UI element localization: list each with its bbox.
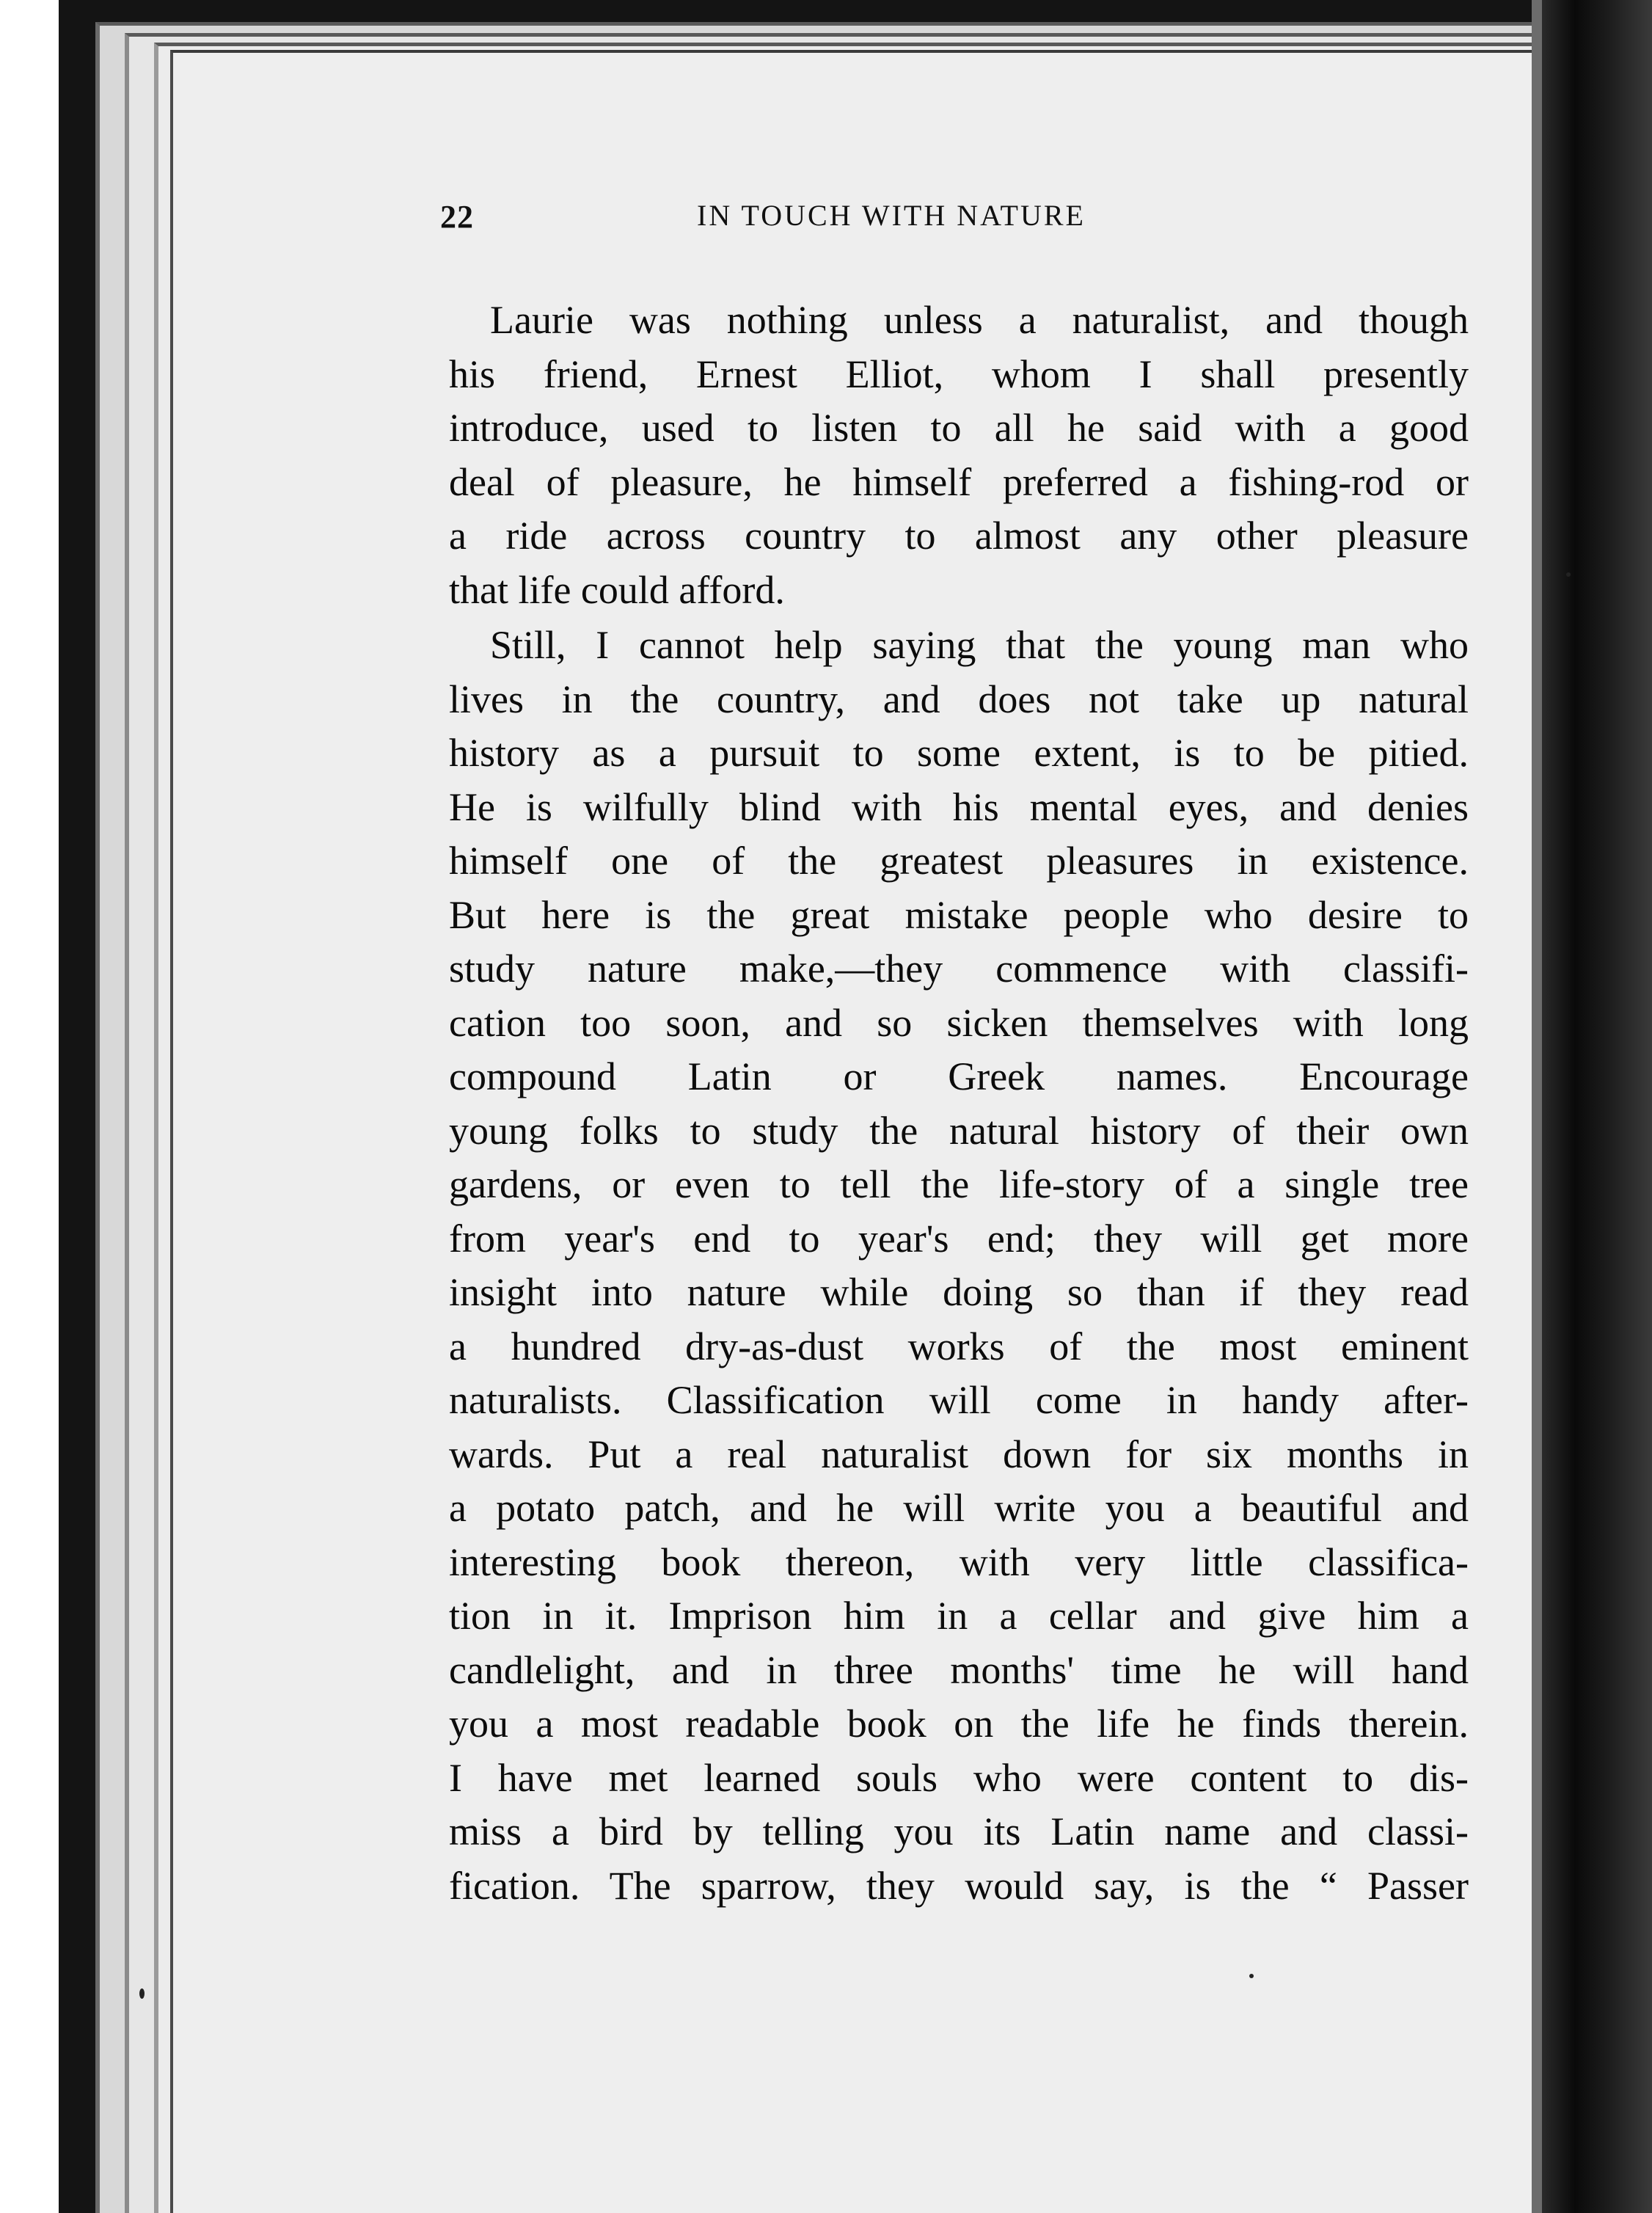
text-line: gardens, or even to tell the life-story of a single tree [449, 1162, 1469, 1206]
scan-speck [1566, 572, 1571, 577]
text-line: But here is the great mistake people who desire to [449, 892, 1469, 937]
text-line: I have met learned souls who were content to dis- [449, 1755, 1469, 1800]
text-line: his friend, Ernest Elliot, whom I shall presently [449, 351, 1469, 396]
text-line: a ride across country to almost any other pleasure [449, 514, 1469, 558]
running-title: IN TOUCH WITH NATURE [697, 199, 1086, 232]
text-line: you a most readable book on the life he finds therein. [449, 1702, 1469, 1746]
running-head [440, 198, 1467, 249]
page-number: 22 [440, 199, 474, 235]
text-line: lives in the country, and does not take up natural [449, 677, 1469, 721]
text-line: compound Latin or Greek names. Encourage [449, 1054, 1469, 1098]
scan-speck [139, 1988, 145, 1999]
scan-speck [1249, 1974, 1254, 1978]
text-line: from year's end to year's end; they will get more [449, 1216, 1469, 1261]
text-line: introduce, used to listen to all he said with a good [449, 406, 1469, 450]
text-line: young folks to study the natural history of their own [449, 1108, 1469, 1153]
text-line: He is wilfully blind with his mental eyes, and denies [449, 784, 1469, 829]
text-line: himself one of the greatest pleasures in existence. [449, 839, 1469, 883]
binding-edge [1532, 0, 1542, 2213]
text-line: that life could afford. [449, 567, 785, 612]
text-line: wards. Put a real naturalist down for six months in [449, 1432, 1469, 1476]
binding-gutter [1542, 0, 1652, 2213]
text-line: deal of pleasure, he himself preferred a fishing-rod or [449, 459, 1469, 504]
text-line: a hundred dry-as-dust works of the most eminent [449, 1324, 1469, 1368]
text-line: study nature make,—they commence with classifi- [449, 947, 1469, 991]
text-line: candlelight, and in three months' time he will hand [449, 1647, 1469, 1692]
text-line: a potato patch, and he will write you a beautiful and [449, 1486, 1469, 1530]
text-line: tion in it. Imprison him in a cellar and give him a [449, 1594, 1469, 1638]
text-line: insight into nature while doing so than if they read [449, 1270, 1469, 1314]
text-line: interesting book thereon, with very little classifica- [449, 1539, 1469, 1584]
text-line: cation too soon, and so sicken themselves with long [449, 1000, 1469, 1045]
text-line: history as a pursuit to some extent, is to be pitied. [449, 731, 1469, 775]
text-line: naturalists. Classification will come in handy after- [449, 1378, 1469, 1422]
text-line: miss a bird by telling you its Latin name and classi- [449, 1809, 1469, 1853]
text-line: Laurie was nothing unless a naturalist, and though [490, 298, 1469, 342]
text-line: fication. The sparrow, they would say, is the “ Passer [449, 1863, 1469, 1908]
text-line: Still, I cannot help saying that the young man who [490, 623, 1469, 667]
body-text [449, 294, 1469, 1913]
